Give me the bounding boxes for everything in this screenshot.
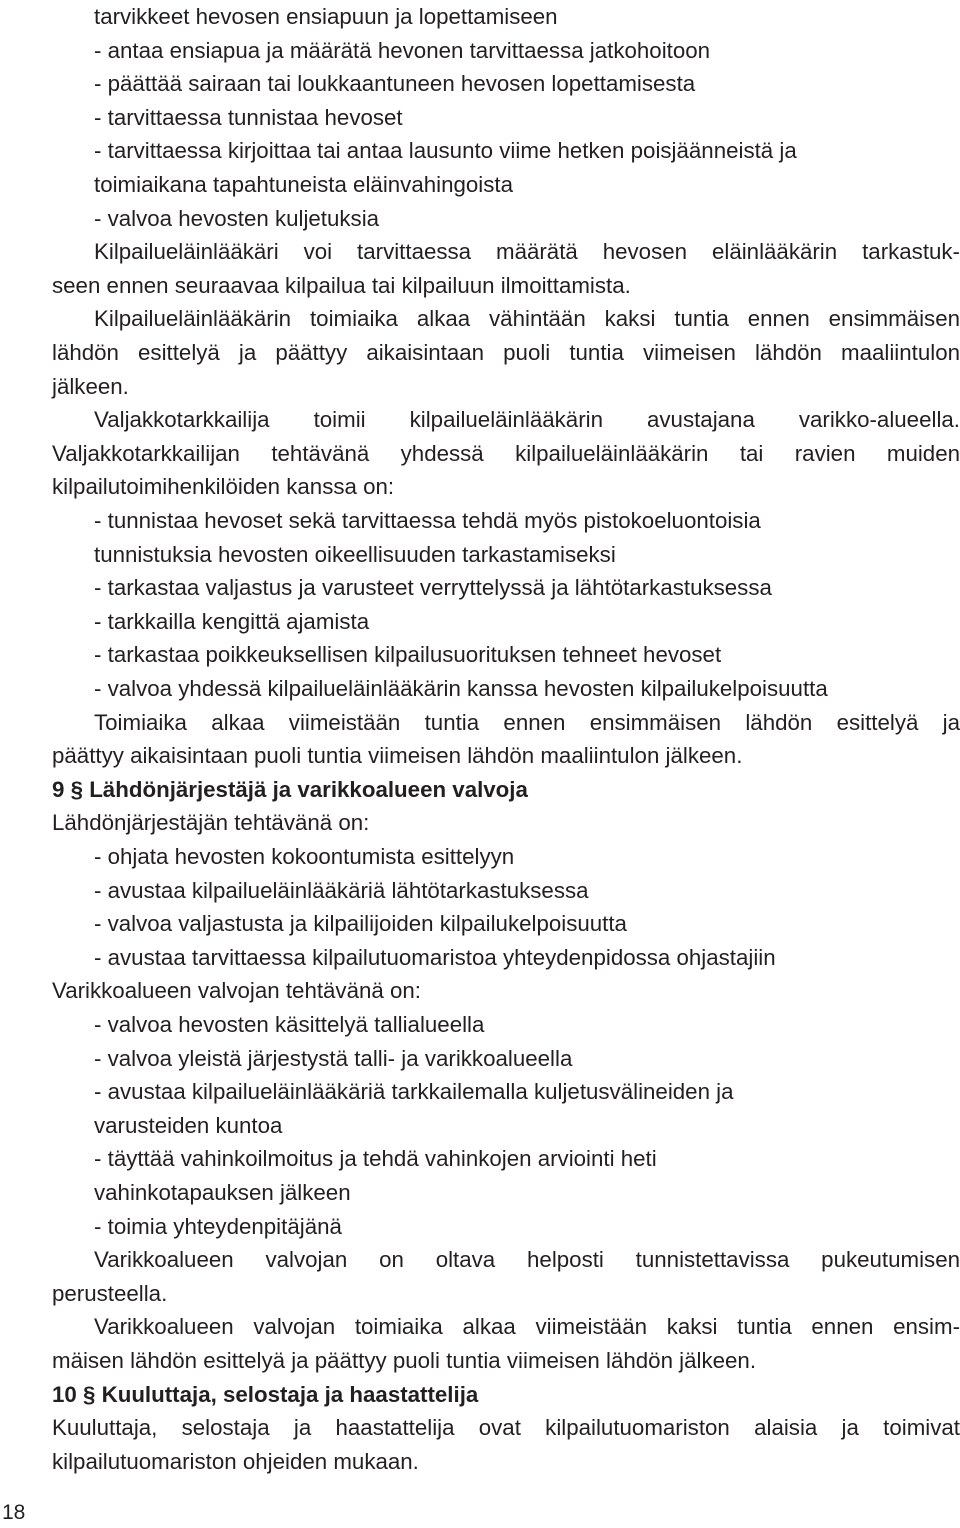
text-line: - päättää sairaan tai loukkaantuneen hevosen lopettamisesta	[94, 71, 696, 97]
text-line: - avustaa kilpailueläinlääkäriä tarkkailemalla kuljetusvälineiden ja	[94, 1079, 734, 1105]
text-line: - tarkastaa valjastus ja varusteet verryttelyssä ja lähtötarkastuksessa	[94, 575, 772, 601]
text-line: - tarkkailla kengittä ajamista	[94, 608, 370, 634]
text-line: Toimiaika alkaa viimeistään tuntia ennen ensimmäisen lähdön esittelyä ja	[94, 709, 960, 735]
text-line: Lähdönjärjestäjän tehtävänä on:	[52, 810, 370, 836]
text-line: tarvikkeet hevosen ensiapuun ja lopettamiseen	[94, 4, 558, 29]
text-line: Varikkoalueen valvojan on oltava helposti tunnistettavissa pukeutumisen	[94, 1247, 960, 1273]
text-line: - täyttää vahinkoilmoitus ja tehdä vahinkojen arviointi heti	[94, 1146, 657, 1172]
text-line: tunnistuksia hevosten oikeellisuuden tarkastamiseksi	[94, 541, 616, 567]
text-line: - toimia yhteydenpitäjänä	[94, 1213, 342, 1239]
text-line: lähdön esittelyä ja päättyy aikaisintaan puoli tuntia viimeisen lähdön maaliintulon	[52, 340, 960, 365]
text-line: - valvoa yleistä järjestystä talli- ja varikkoalueella	[94, 1045, 573, 1071]
page-number: 18	[2, 1501, 26, 1524]
text-line: - tarkastaa poikkeuksellisen kilpailusuorituksen tehneet hevoset	[94, 642, 722, 668]
text-line: Valjakkotarkkailijan tehtävänä yhdessä kilpailueläinlääkärin tai ravien muiden	[52, 440, 960, 466]
text-line: Varikkoalueen valvojan tehtävänä on:	[52, 978, 421, 1004]
text-line: - valvoa valjastusta ja kilpailijoiden kilpailukelpoisuutta	[94, 911, 627, 937]
section-heading: 9 § Lähdönjärjestäjä ja varikkoalueen valvoja	[52, 776, 528, 802]
text-line: jälkeen.	[52, 373, 129, 399]
text-line: kilpailutoimihenkilöiden kanssa on:	[52, 474, 395, 500]
text-line: Valjakkotarkkailija toimii kilpailueläinlääkärin avustajana varikko-alueella.	[94, 407, 960, 433]
text-line: - avustaa kilpailueläinlääkäriä lähtötarkastuksessa	[94, 877, 589, 903]
text-line: Kilpailueläinlääkärin toimiaika alkaa vähintään kaksi tuntia ennen ensimmäisen	[94, 306, 960, 332]
text-line: mäisen lähdön esittelyä ja päättyy puoli tuntia viimeisen lähdön jälkeen.	[52, 1348, 757, 1373]
text-line: Varikkoalueen valvojan toimiaika alkaa viimeistään kaksi tuntia ennen ensim-	[94, 1314, 960, 1340]
text-line: kilpailutuomariston ohjeiden mukaan.	[52, 1448, 419, 1474]
text-line: - valvoa yhdessä kilpailueläinlääkärin kanssa hevosten kilpailukelpoisuutta	[94, 676, 828, 701]
text-line: vahinkotapauksen jälkeen	[94, 1180, 351, 1205]
section-heading: 10 § Kuuluttaja, selostaja ja haastattelija	[52, 1381, 479, 1407]
text-line: päättyy aikaisintaan puoli tuntia viimeisen lähdön maaliintulon jälkeen.	[52, 743, 743, 769]
text-line: - tarvittaessa tunnistaa hevoset	[94, 104, 403, 130]
text-line: - valvoa hevosten kuljetuksia	[94, 205, 380, 231]
text-line: Kilpailueläinlääkäri voi tarvittaessa määrätä hevosen eläinlääkärin tarkastuk-	[94, 239, 960, 265]
text-line: varusteiden kuntoa	[94, 1112, 283, 1138]
text-line: Kuuluttaja, selostaja ja haastattelija ovat kilpailutuomariston alaisia ja toimivat	[52, 1415, 960, 1441]
text-line: - tunnistaa hevoset sekä tarvittaessa tehdä myös pistokoeluontoisia	[94, 508, 761, 533]
text-line: seen ennen seuraavaa kilpailua tai kilpailuun ilmoittamista.	[52, 272, 631, 298]
text-line: - ohjata hevosten kokoontumista esittelyyn	[94, 844, 515, 869]
text-line: - avustaa tarvittaessa kilpailutuomaristoa yhteydenpidossa ohjastajiin	[94, 944, 776, 970]
text-line: perusteella.	[52, 1280, 168, 1306]
text-line: toimiaikana tapahtuneista eläinvahingoista	[94, 172, 513, 197]
text-line: - valvoa hevosten käsittelyä tallialueella	[94, 1012, 485, 1037]
text-line: - tarvittaessa kirjoittaa tai antaa lausunto viime hetken poisjäänneistä ja	[94, 138, 797, 164]
text-line: - antaa ensiapua ja määrätä hevonen tarvittaessa jatkohoitoon	[94, 37, 711, 63]
